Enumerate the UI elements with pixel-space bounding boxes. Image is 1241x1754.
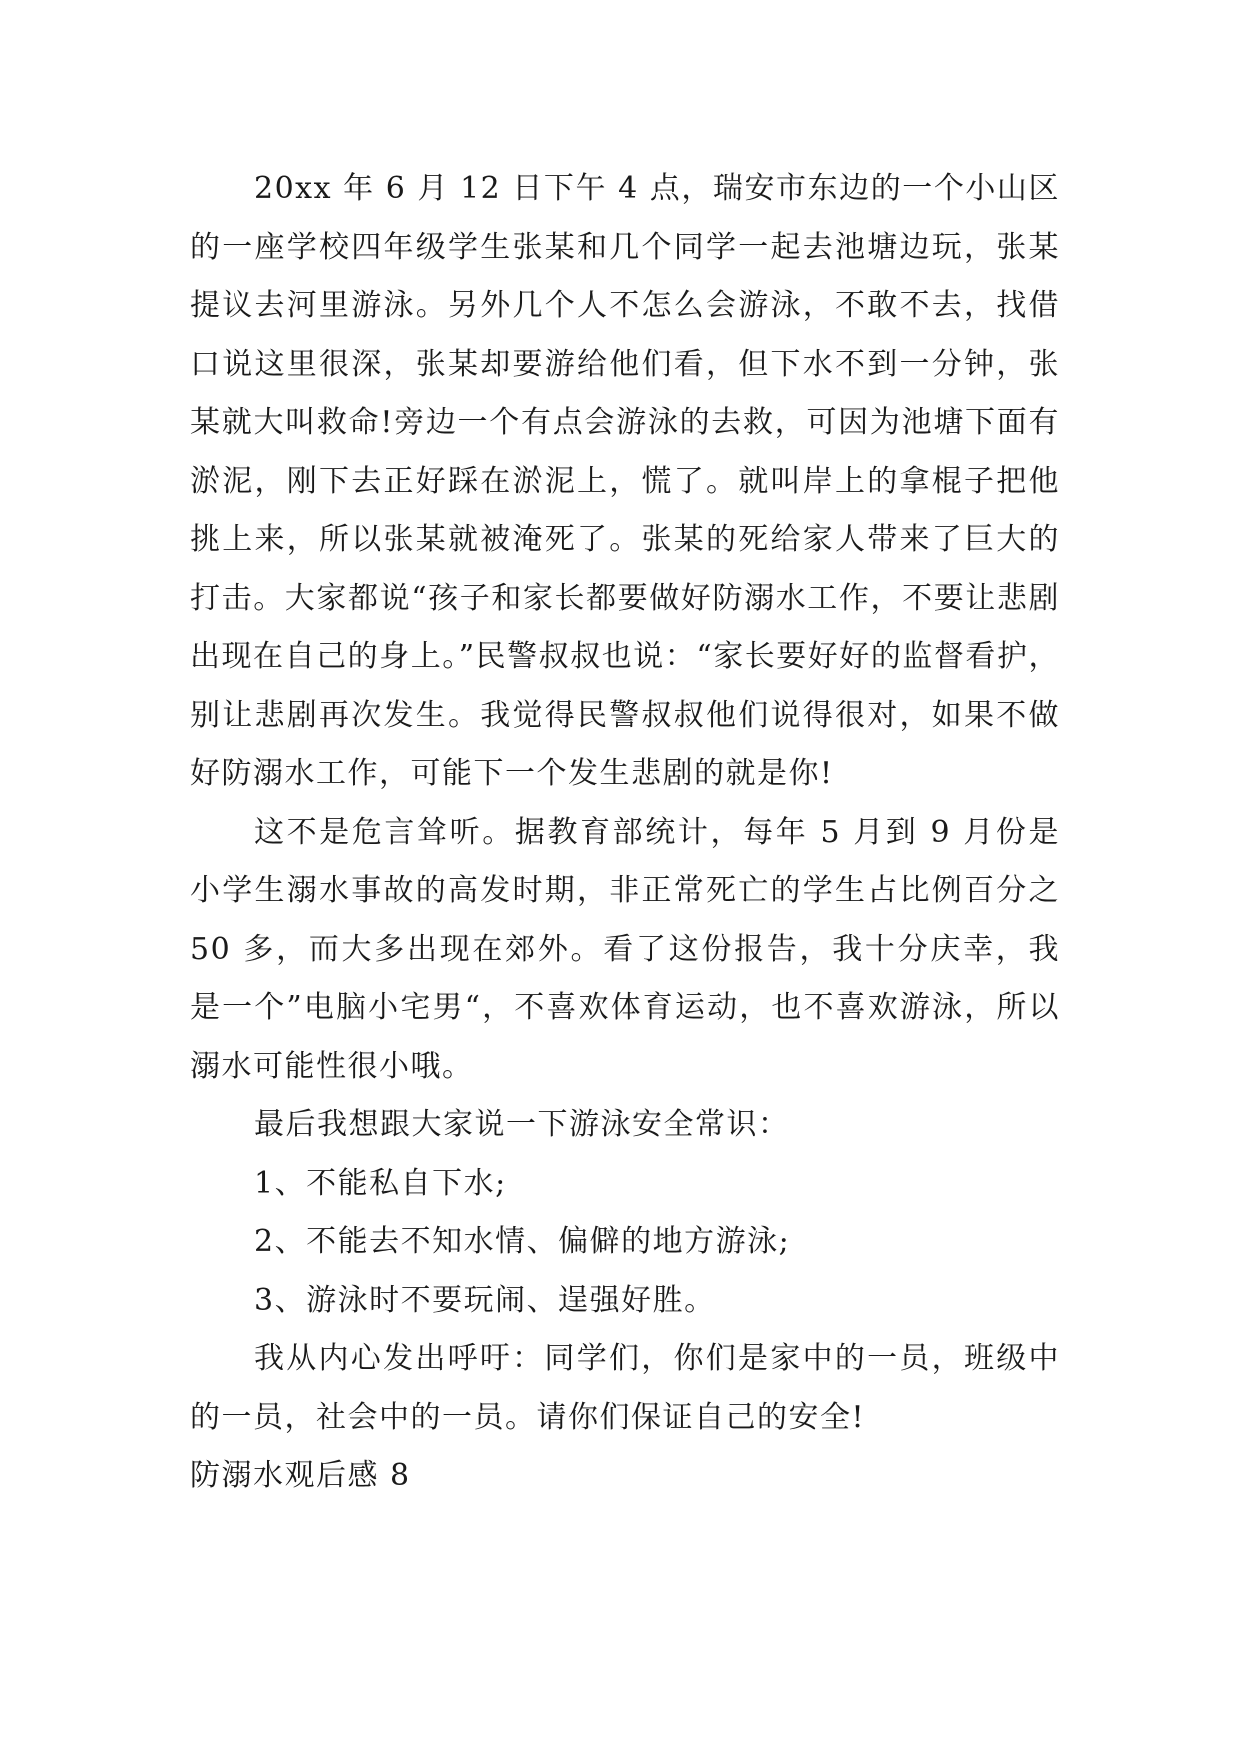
paragraph-safety-intro: 最后我想跟大家说一下游泳安全常识：	[254, 1107, 790, 1142]
document-body	[190, 160, 1060, 1506]
next-section-heading: 防溺水观后感 8	[190, 1458, 411, 1493]
paragraph-closing: 我从内心发出呼吁：同学们，你们是家中的一员，班级中的一员，社会中的一员。请你们保证自己的安全!	[190, 1341, 1060, 1435]
safety-tip-1: 1、不能私自下水;	[254, 1165, 507, 1201]
safety-tip-2: 2、不能去不知水情、偏僻的地方游泳;	[254, 1224, 791, 1259]
safety-tip-3: 3、游泳时不要玩闹、逞强好胜。	[254, 1282, 716, 1318]
paragraph-incident: 20xx 年 6 月 12 日下午 4 点，瑞安市东边的一个小山区的一座学校四年级学生张某和几个同学一起去池塘边玩，张某提议去河里游泳。另外几个人不怎么会游泳，不敢不去，找借口说这里很深，张某却要游给他们看，但下水不到一分钟，张某就大叫救命!旁边一个有点会游泳的去救，可因为池塘下面有淤泥，刚下去正好踩在淤泥上，慌了。就叫岸上的拿棍子把他挑上来，所以张某就被淹死了。张某的死给家人带来了巨大的打击。大家都说“孩子和家长都要做好防溺水工作，不要让悲剧出现在自己的身上。”民警叔叔也说：“家长要好好的监督看护，别让悲剧再次发生。我觉得民警叔叔他们说得很对，如果不做好防溺水工作，可能下一个发生悲剧的就是你!	[190, 171, 1060, 791]
paragraph-statistics: 这不是危言耸听。据教育部统计，每年 5 月到 9 月份是小学生溺水事故的高发时期，非正常死亡的学生占比例百分之 50 多，而大多出现在郊外。看了这份报告，我十分庆幸，我是一个”电脑小宅男“，不喜欢体育运动，也不喜欢游泳，所以溺水可能性很小哦。	[190, 814, 1060, 1084]
